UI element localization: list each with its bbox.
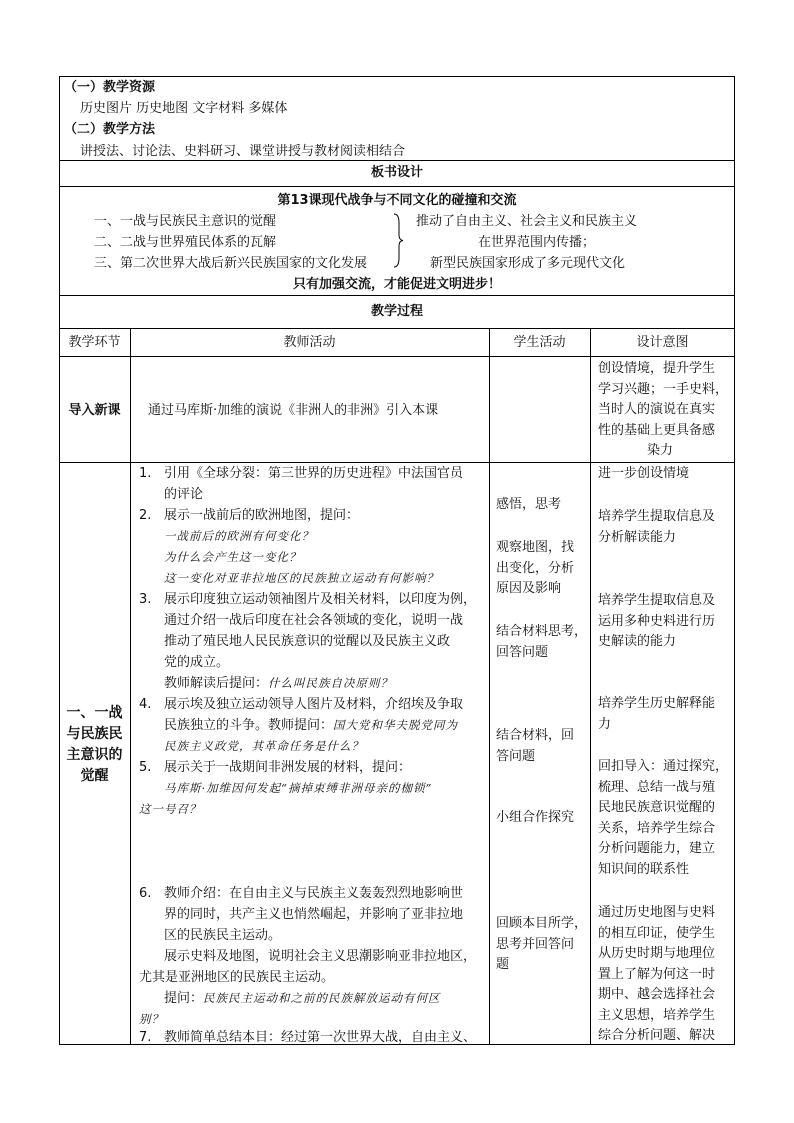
teacher-activity-line: 的评论 — [164, 487, 204, 502]
teacher-activity-line: 引用《全球分裂：第三世界的历史进程》中法国官员 — [164, 466, 464, 481]
teacher-activity-line: 党的成立。 — [164, 655, 230, 670]
design-intent: 进一步创设情境 — [598, 466, 690, 481]
board-point: 三、第二次世界大战后新兴民族国家的文化发展 — [94, 256, 368, 271]
item-number: 6. — [139, 886, 152, 901]
board-right-line: 新型民族国家形成了多元现代文化 — [430, 256, 626, 271]
question-line: 一战前后的欧洲有何变化？ — [164, 529, 314, 543]
design-intent: 培养学生提取信息及 分析解读能力 — [598, 509, 716, 545]
teacher-activity-line: 区的民族民主运动。 — [164, 928, 282, 943]
question-line: 马库斯·加维因何发起“摘掉束缚非洲母亲的枷锁” — [164, 781, 433, 795]
design-intent: 培养学生提取信息及 运用多种史料进行历 史解读的能力 — [598, 593, 716, 649]
column-divider — [590, 328, 591, 1045]
rule — [59, 160, 735, 161]
column-header-student: 学生活动 — [513, 335, 566, 350]
design-intent: 回扣导入：通过探究， 梳理、总结一战与殖 民地民族意识觉醒的 关系，培养学生综合 分析问题能力，建立 知识间的联系性 — [598, 759, 729, 877]
rule — [59, 356, 735, 357]
methods-heading: （二）教学方法 — [64, 122, 156, 137]
rule — [59, 295, 735, 296]
item-number: 1. — [139, 466, 152, 481]
methods-content: 讲授法、讨论法、史料研习、课堂讲授与教材阅读相结合 — [80, 144, 406, 159]
teacher-activity-line: 展示关于一战期间非洲发展的材料，提问： — [164, 760, 412, 775]
teacher-activity-line: 教师简单总结本目：经过第一次世界大战，自由主义、 — [164, 1030, 477, 1045]
question-line: 为什么会产生这一变化？ — [164, 550, 302, 564]
item-number: 7. — [139, 1030, 152, 1045]
teacher-activity-line: 通过介绍一战后印度在社会各领域的变化，说明一战 — [164, 613, 464, 628]
teacher-activity-line: 民族独立的斗争。教师提问：国大党和华夫脱党同为 — [164, 718, 459, 733]
board-section-title: 板书设计 — [370, 165, 423, 180]
lesson-title: 第13课现代战争与不同文化的碰撞和交流 — [277, 193, 517, 208]
rule — [59, 462, 735, 463]
design-intent: 通过历史地图与史料 的相互印证，使学生 从历史时期与地理位 置上了解为何这一时 期中、越会选择社会 主义思想，培养学生 综合分析问题、解决 — [598, 905, 716, 1043]
student-activity: 结合材料思考， 回答问题 — [496, 624, 588, 660]
column-header-intent: 设计意图 — [636, 335, 689, 350]
teacher-activity-line: 推动了殖民地人民民族意识的觉醒以及民族主义政 — [164, 634, 451, 649]
intro-intent: 创设情境，提升学生 学习兴趣；一手史料， 当时人的演说在真实 性的基础上更具备感 染力 — [598, 361, 729, 458]
student-activity: 观察地图，找 出变化，分析 原因及影响 — [496, 540, 575, 596]
board-right-line: 在世界范围内传播； — [478, 235, 596, 250]
item-number: 5. — [139, 760, 152, 775]
column-header-stage: 教学环节 — [68, 335, 121, 350]
column-divider — [130, 328, 131, 1045]
question-line: 这一号召？ — [139, 802, 202, 816]
board-right-line: 推动了自由主义、社会主义和民族主义 — [416, 214, 638, 229]
teacher-activity-line: 展示一战前后的欧洲地图，提问： — [164, 508, 360, 523]
brace-icon — [393, 213, 403, 268]
item-number: 3. — [139, 592, 152, 607]
question-line: 民族主义政党，其革命任务是什么？ — [164, 739, 364, 753]
process-section-title: 教学过程 — [370, 304, 423, 319]
teacher-activity-line: 展示印度独立运动领袖图片及相关材料，以印度为例， — [164, 592, 477, 607]
teacher-activity-line: 界的同时，共产主义也悄然崛起，并影响了亚非拉地 — [164, 907, 464, 922]
student-activity: 结合材料，回 答问题 — [496, 728, 575, 764]
intro-teacher-activity: 通过马库斯·加维的演说《非洲人的非洲》引入本课 — [148, 403, 439, 418]
intro-stage: 导入新课 — [68, 403, 121, 418]
resources-content: 历史图片 历史地图 文字材料 多媒体 — [80, 101, 288, 116]
item-number: 4. — [139, 697, 152, 712]
design-intent: 培养学生历史解释能 力 — [598, 696, 716, 732]
board-conclusion: 只有加强交流，才能促进文明进步！ — [292, 277, 501, 292]
rule — [59, 328, 735, 329]
board-point: 二、二战与世界殖民体系的瓦解 — [94, 235, 277, 250]
teacher-activity-line: 展示史料及地图，说明社会主义思潮影响亚非拉地区， — [164, 949, 477, 964]
board-point: 一、一战与民族民主意识的觉醒 — [94, 214, 277, 229]
question-line: 别？ — [139, 1012, 164, 1026]
student-activity: 回顾本目所学， 思考并回答问 题 — [496, 916, 588, 972]
teacher-activity-line: 尤其是亚洲地区的民族民主运动。 — [139, 970, 335, 985]
resources-heading: （一）教学资源 — [64, 80, 156, 95]
item-number: 2. — [139, 508, 152, 523]
teacher-activity-line: 教师介绍：在自由主义与民族主义轰轰烈烈地影响世 — [164, 886, 464, 901]
teacher-activity-line: 展示埃及独立运动领导人图片及材料，介绍埃及争取 — [164, 697, 464, 712]
rule — [59, 186, 735, 187]
teacher-activity-line: 教师解读后提问：什么叫民族自决原则？ — [164, 676, 394, 691]
column-divider — [489, 328, 490, 1045]
student-activity: 感悟，思考 — [496, 497, 562, 512]
row1-stage: 一、一战 与民族民 主意识的 觉醒 — [66, 705, 123, 784]
student-activity: 小组合作探究 — [496, 810, 575, 825]
question-line: 这一变化对亚非拉地区的民族独立运动有何影响？ — [164, 571, 439, 585]
teacher-activity-line: 提问：民族民主运动和之前的民族解放运动有何区 — [164, 991, 441, 1006]
column-header-teacher: 教师活动 — [283, 335, 336, 350]
